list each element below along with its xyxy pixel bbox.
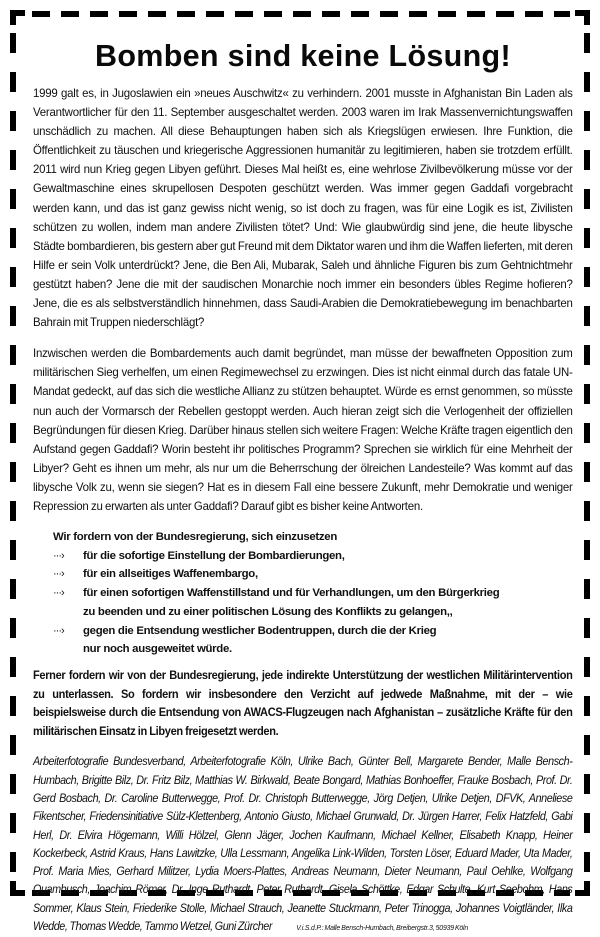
signatories-list: [33, 753, 572, 937]
demand-text: für die sofortige Einstellung der Bombardierungen,: [83, 549, 345, 562]
flyer-content: [33, 38, 573, 937]
demands-intro: Wir fordern von der Bundesregierung, sich einzusetzen: [53, 531, 338, 544]
demand-text: für ein allseitiges Waffenembargo,: [83, 568, 258, 581]
demands-list-block: [53, 528, 573, 659]
demand-item: [53, 547, 573, 566]
dotted-arrow-icon: ···›: [53, 549, 64, 562]
demand-text: für einen sofortigen Waffenstillstand und für Verhandlungen, um den Bürgerkrieg zu beenden und zu einer politischen Lösung des Konflikts zu gelangen,,: [83, 587, 500, 618]
dotted-arrow-icon: ···›: [53, 568, 64, 581]
corner-bottom-left: [13, 884, 22, 893]
signatories-names: Arbeiterfotografie Bundesverband, Arbeiterfotografie Köln, Ulrike Bach, Günter Bell, Margarete Bender, Malle Bensch-Humbach, Brigitte Bilz, Dr. Fritz Bilz, Matthias W. Birkwald, Beate Bongard, Mathias Bonhoeffer, Frauke Bosbach, Prof. Dr. Gerd Bosbach, Dr. Caroline Butterwegge, Prof. Dr. Christoph Butterwegge, Jörg Detjen, Ulrike Detjen, DFVK, Anneliese Fikentscher, Friedensinitiative Sülz-Klettenberg, Antonio Giusto, Michael Grunwald, Dr. Jürgen Harrer, Felix Hatzfeld, Gabi Herl, Dr. Elvira Högemann, Willi Hölzel, Glenn Jäger, Jochen Kaufmann, Michael Kellner, Elisabeth Knapp, Heiner Kockerbeck, Astrid Kraus, Hans Lawitzke, Ulla Lessmann, Angelika Link-Wilden, Torsten Löser, Eduard Mader, Uta Mader, Prof. Maria Mies, Gerhard Militzer, Lydia Moers-Plattes, Andreas Neumann, Dieter Neumann, Paul Oehlke, Wolfgang Quambusch, Joachim Römer, Dr. Inge Ruthardt, Peter Ruthardt, Gisela Schöttke, Edgar Schulte, Kurt Seebohm, Hans Sommer, Klaus Stein, Friederike Stolle, Michael Strauch, Jeanette Stuckmann, Peter Trinogga, Johannes Voigtländer, Ilka Wedde, Thomas Wedde, Tammo Wetzel, Guni Zürcher: [33, 755, 573, 934]
demand-item: [53, 584, 573, 621]
demand-item: [53, 622, 573, 659]
visdp-imprint: V.i.S.d.P.: Malle Bensch-Humbach, Breibergstr.3, 50939 Köln: [296, 923, 469, 933]
closing-demand: Ferner fordern wir von der Bundesregierung, jede indirekte Unterstützung der westlichen Militärintervention zu unterlassen. So fordern wir insbesondere den Verzicht auf jedwede Maßnahme, mit der – wie beispielsweise durch die Entsendung von AWACS-Flugzeugen nach Afghanistan – zusätzliche Kräfte für den militärischen Einsatz in Libyen freigesetzt werden.: [33, 669, 573, 738]
paragraph-questions: Inzwischen werden die Bombardements auch damit begründet, man müsse der bewaffneten Opposition zum militärischen Sieg verhelfen, um einen Regimewechsel zu erzwingen. Dies ist nicht einmal durch das fatale UN-Mandat gedeckt, auf das sich die westliche Allianz zu stützen behauptet. Würde es ernst genommen, so müsste nun auch der Vormarsch der Rebellen gestoppt werden. Auch hieran zeigt sich die Verlogenheit der offiziellen Begründungen für diesen Krieg. Darüber hinaus stellen sich weitere Fragen: Welche Kräfte tragen eigentlich den Aufstand gegen Gaddafi? Worin besteht ihr politisches Programm? Sprechen sie wirklich für eine Mehrheit der Libyer? Geht es ihnen um mehr, als nur um die Beherrschung der ölreichen Landesteile? Was kommt auf das libysche Volk zu, wenn sie siegen? Hat es in diesem Fall eine bessere Zukunft, mehr Demokratie und weniger Repression zu erwarten als unter Gaddafi? Darauf gibt es bisher keine Antworten.: [33, 346, 573, 513]
corner-top-left: [13, 13, 22, 22]
corner-top-right: [578, 13, 587, 22]
dotted-arrow-icon: ···›: [53, 587, 64, 600]
demand-item: [53, 565, 573, 584]
dotted-arrow-icon: ···›: [53, 624, 64, 637]
page-title: Bomben sind keine Lösung!: [95, 39, 511, 73]
corner-bottom-right: [578, 884, 587, 893]
paragraph-intro: 1999 galt es, in Jugoslawien ein »neues Auschwitz« zu verhindern. 2001 musste in Afghanistan Bin Laden als Verantwortlicher für den 11. September ausgeschaltet werden. 2003 waren im Irak Massenvernichtungswaffen unschädlich zu machen. All diese Behauptungen haben sich als Kriegslügen erwiesen. Ihre Funktion, die Öffentlichkeit zu täuschen und kriegerische Aggressionen humanitär zu legitimieren, haben sie trotzdem erfüllt. 2011 wird nun Krieg gegen Libyen geführt. Dieses Mal heißt es, eine wehrlose Zivilbevölkerung müsse vor der Gewaltmaschine eines skrupellosen Despoten geschützt werden. Was immer gegen Gaddafi vorgebracht werden kann, und das ist ganz gewiss nicht wenig, so ist doch zu fragen, was für eine Logik es ist, Zivilisten schützen zu wollen, indem man andere Zivilisten tötet? Und: Wie glaubwürdig sind jene, die heute libysche Städte bombardieren, bis gestern aber gut Freund mit dem Diktator waren und ihm die Waffen lieferten, mit deren Hilfe er sein Volk unterdrückt? Jene, die Ben Ali, Mubarak, Saleh und ähnliche Figuren bis zum Gehtnichtmehr gestützt haben? Jene die mit der saudischen Monarchie noch immer ein besonders übles Regime hofieren? Jene, die es als selbstverständlich hinnehmen, dass Saudi-Arabien die Demokratiebewegung im benachbarten Bahrain mit Truppen niederschlägt?: [33, 86, 573, 330]
demand-text: gegen die Entsendung westlicher Bodentruppen, durch die der Krieg nur noch ausgeweitet würde.: [83, 624, 437, 656]
demands-list: [53, 547, 573, 659]
